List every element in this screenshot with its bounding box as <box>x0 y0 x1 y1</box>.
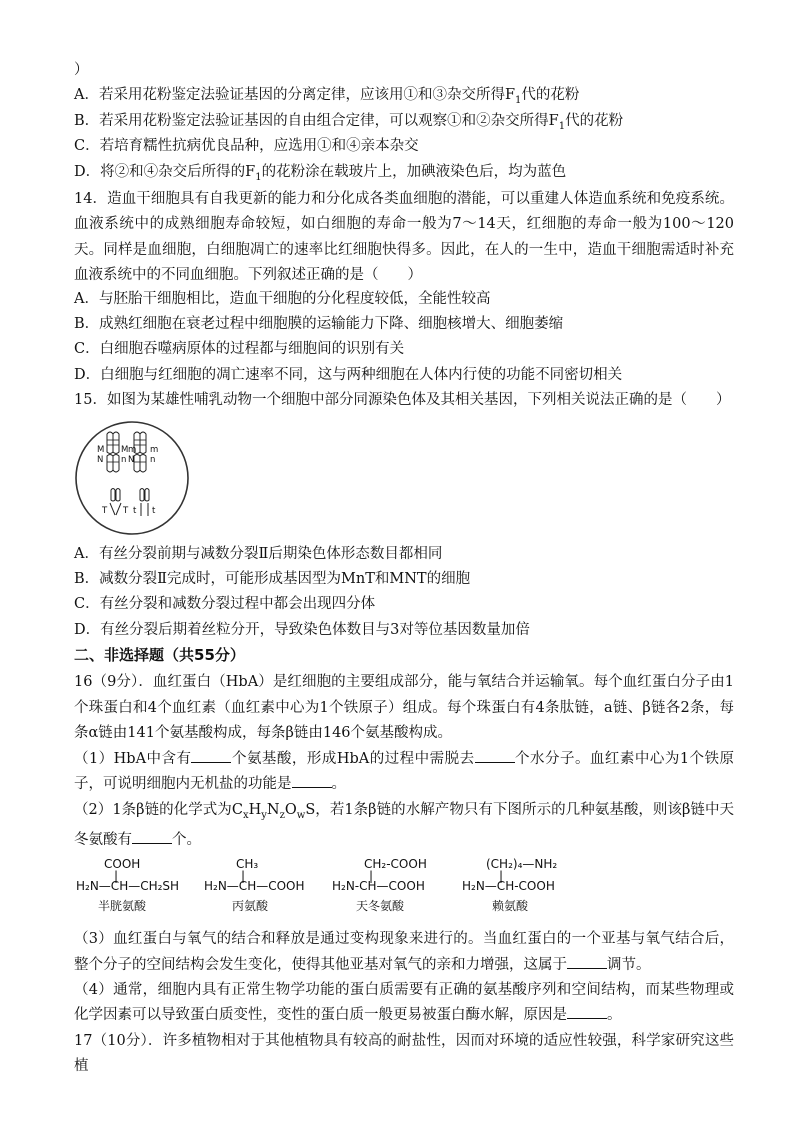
q16-part4: （4）通常，细胞内具有正常生物学功能的蛋白质需要有正确的氨基酸序列和空间结构，而某些物理或化学因素可以导致蛋白质变性，变性的蛋白质一般更易被蛋白酶水解，原因是 。 <box>74 982 734 1024</box>
gene-M-2: M <box>121 444 129 455</box>
gene-t-1: t <box>133 505 137 516</box>
answer-blank[interactable] <box>191 748 231 763</box>
q15-stem: 15．如图为某雄性哺乳动物一个细胞中部分同源染色体及其相关基因，下列相关说法正确的是（ ） <box>74 392 731 409</box>
chromosome-3b <box>116 488 120 501</box>
chromosome-1a <box>107 432 113 454</box>
q14-option-d: D．白细胞与红细胞的凋亡速率不同，这与两种细胞在人体内行使的功能不同密切相关 <box>74 366 623 383</box>
q17-stem: 17（10分）．许多植物相对于其他植物具有较高的耐盐性，因而对环境的适应性较强，科学家研究这些植 <box>74 1032 734 1075</box>
q16-part1: （1）HbA中含有 个氨基酸，形成HbA的过程中需脱去 个水分子。血红素中心为1个铁原子，可说明细胞内无机盐的功能是 。 <box>74 747 734 798</box>
gene-m-1: m <box>128 444 137 455</box>
q13-option-b: B．若采用花粉鉴定法验证基因的自由组合定律，可以观察①和②杂交所得$F_1$代的花粉 <box>74 112 624 132</box>
q13-option-c: C．若培育糯性抗病优良品种，应选用①和④亲本杂交 <box>74 138 419 155</box>
chromosome-3a <box>111 488 115 501</box>
gene-N-1: N <box>97 454 104 465</box>
q16-part3: （3）血红蛋白与氧气的结合和释放是通过变构现象来进行的。当血红蛋白的一个亚基与氧气结合后，整个分子的空间结构会发生变化，使得其他亚基对氧气的亲和力增强，这属于 调节。 <box>74 931 734 973</box>
chromosome-1b <box>113 432 119 454</box>
answer-blank[interactable] <box>567 954 607 969</box>
gene-M-1: M <box>97 444 105 455</box>
q13-tail: ） <box>74 62 89 78</box>
answer-blank[interactable] <box>567 1004 607 1019</box>
q15-option-d: D．有丝分裂后期着丝粒分开，导致染色体数目与3对等位基因数量加倍 <box>74 621 530 638</box>
cell-diagram <box>74 418 194 538</box>
q15-option-b: B．减数分裂Ⅱ完成时，可能形成基因型为MnT和MNT的细胞 <box>74 570 471 587</box>
gene-m-2: m <box>150 444 159 455</box>
gene-t-2: t <box>152 505 156 516</box>
chromosome-2b <box>140 432 146 454</box>
cell-membrane <box>76 422 188 534</box>
answer-blank[interactable] <box>132 829 172 844</box>
gene-n-1: n <box>121 454 127 465</box>
chromosome-4b <box>145 488 149 501</box>
gene-T-2: T <box>123 505 129 516</box>
gene-n-2: n <box>150 454 156 465</box>
chromosome-4a <box>140 488 144 501</box>
q15-option-c: C．有丝分裂和减数分裂过程中都会出现四分体 <box>74 596 376 613</box>
cell-figure <box>74 416 734 544</box>
gene-N-2: N <box>128 454 135 465</box>
q16-stem: 16（9分）．血红蛋白（HbA）是红细胞的主要组成部分，能与氧结合并运输氧。每个血红蛋白分子由1个珠蛋白和4个血红素（血红素中心为1个铁原子）组成。每个珠蛋白有4条肽链，a链、β链各2条，每条α链由141个氨基酸构成，每条β链由146个氨基酸构成。 <box>74 674 734 742</box>
q14-option-b: B．成熟红细胞在衰老过程中细胞膜的运输能力下降、细胞核增大、细胞萎缩 <box>74 315 564 332</box>
q14-option-c: C．白细胞吞噬病原体的过程都与细胞间的识别有关 <box>74 341 405 358</box>
exam-page <box>74 60 734 1080</box>
answer-blank[interactable] <box>292 773 332 788</box>
q13-option-a: A．若采用花粉鉴定法验证基因的分离定律，应该用①和③杂交所得$F_1$代的花粉 <box>74 87 580 107</box>
section-title: 二、非选择题（共55分） <box>74 646 245 665</box>
amino-acid-structures: COOH | H₂N—CH—CH₂SH 半胱氨酸 CH₃ | H₂N—CH—COOH 丙氨酸 CH₂-COOH | H₂N-CH—COOH 天冬氨酸 (CH₂)₄—NH₂ | H₂N—CH-COOH 赖氨酸 <box>76 857 558 914</box>
gene-T-1: T <box>102 505 108 516</box>
q13-option-d: D．将②和④杂交后所得的$F_1$的花粉涂在载玻片上，加碘液染色后，均为蓝色 <box>74 163 567 183</box>
q16-part2: （2）1条β链的化学式为$C_xH_yN_zO_wS$，若1条β链的水解产物只有下图所示的几种氨基酸，则该β链中天冬氨酸有 个。 <box>74 801 734 848</box>
q15-option-a: A．有丝分裂前期与减数分裂Ⅱ后期染色体形态数目都相同 <box>74 545 443 562</box>
q14-option-a: A．与胚胎干细胞相比，造血干细胞的分化程度较低，全能性较高 <box>74 290 491 307</box>
answer-blank[interactable] <box>475 748 515 763</box>
q14-stem: 14．造血干细胞具有自我更新的能力和分化成各类血细胞的潜能，可以重建人体造血系统和免疫系统。血液系统中的成熟细胞寿命较短，如白细胞的寿命一般为7～14天，红细胞的寿命一般为100～120天。同样是血细胞，白细胞凋亡的速率比红细胞快得多。因此，在人的一生中，造血干细胞需适时补充血液系统中的不同血细胞。下列叙述正确的是（ ） <box>74 190 734 284</box>
